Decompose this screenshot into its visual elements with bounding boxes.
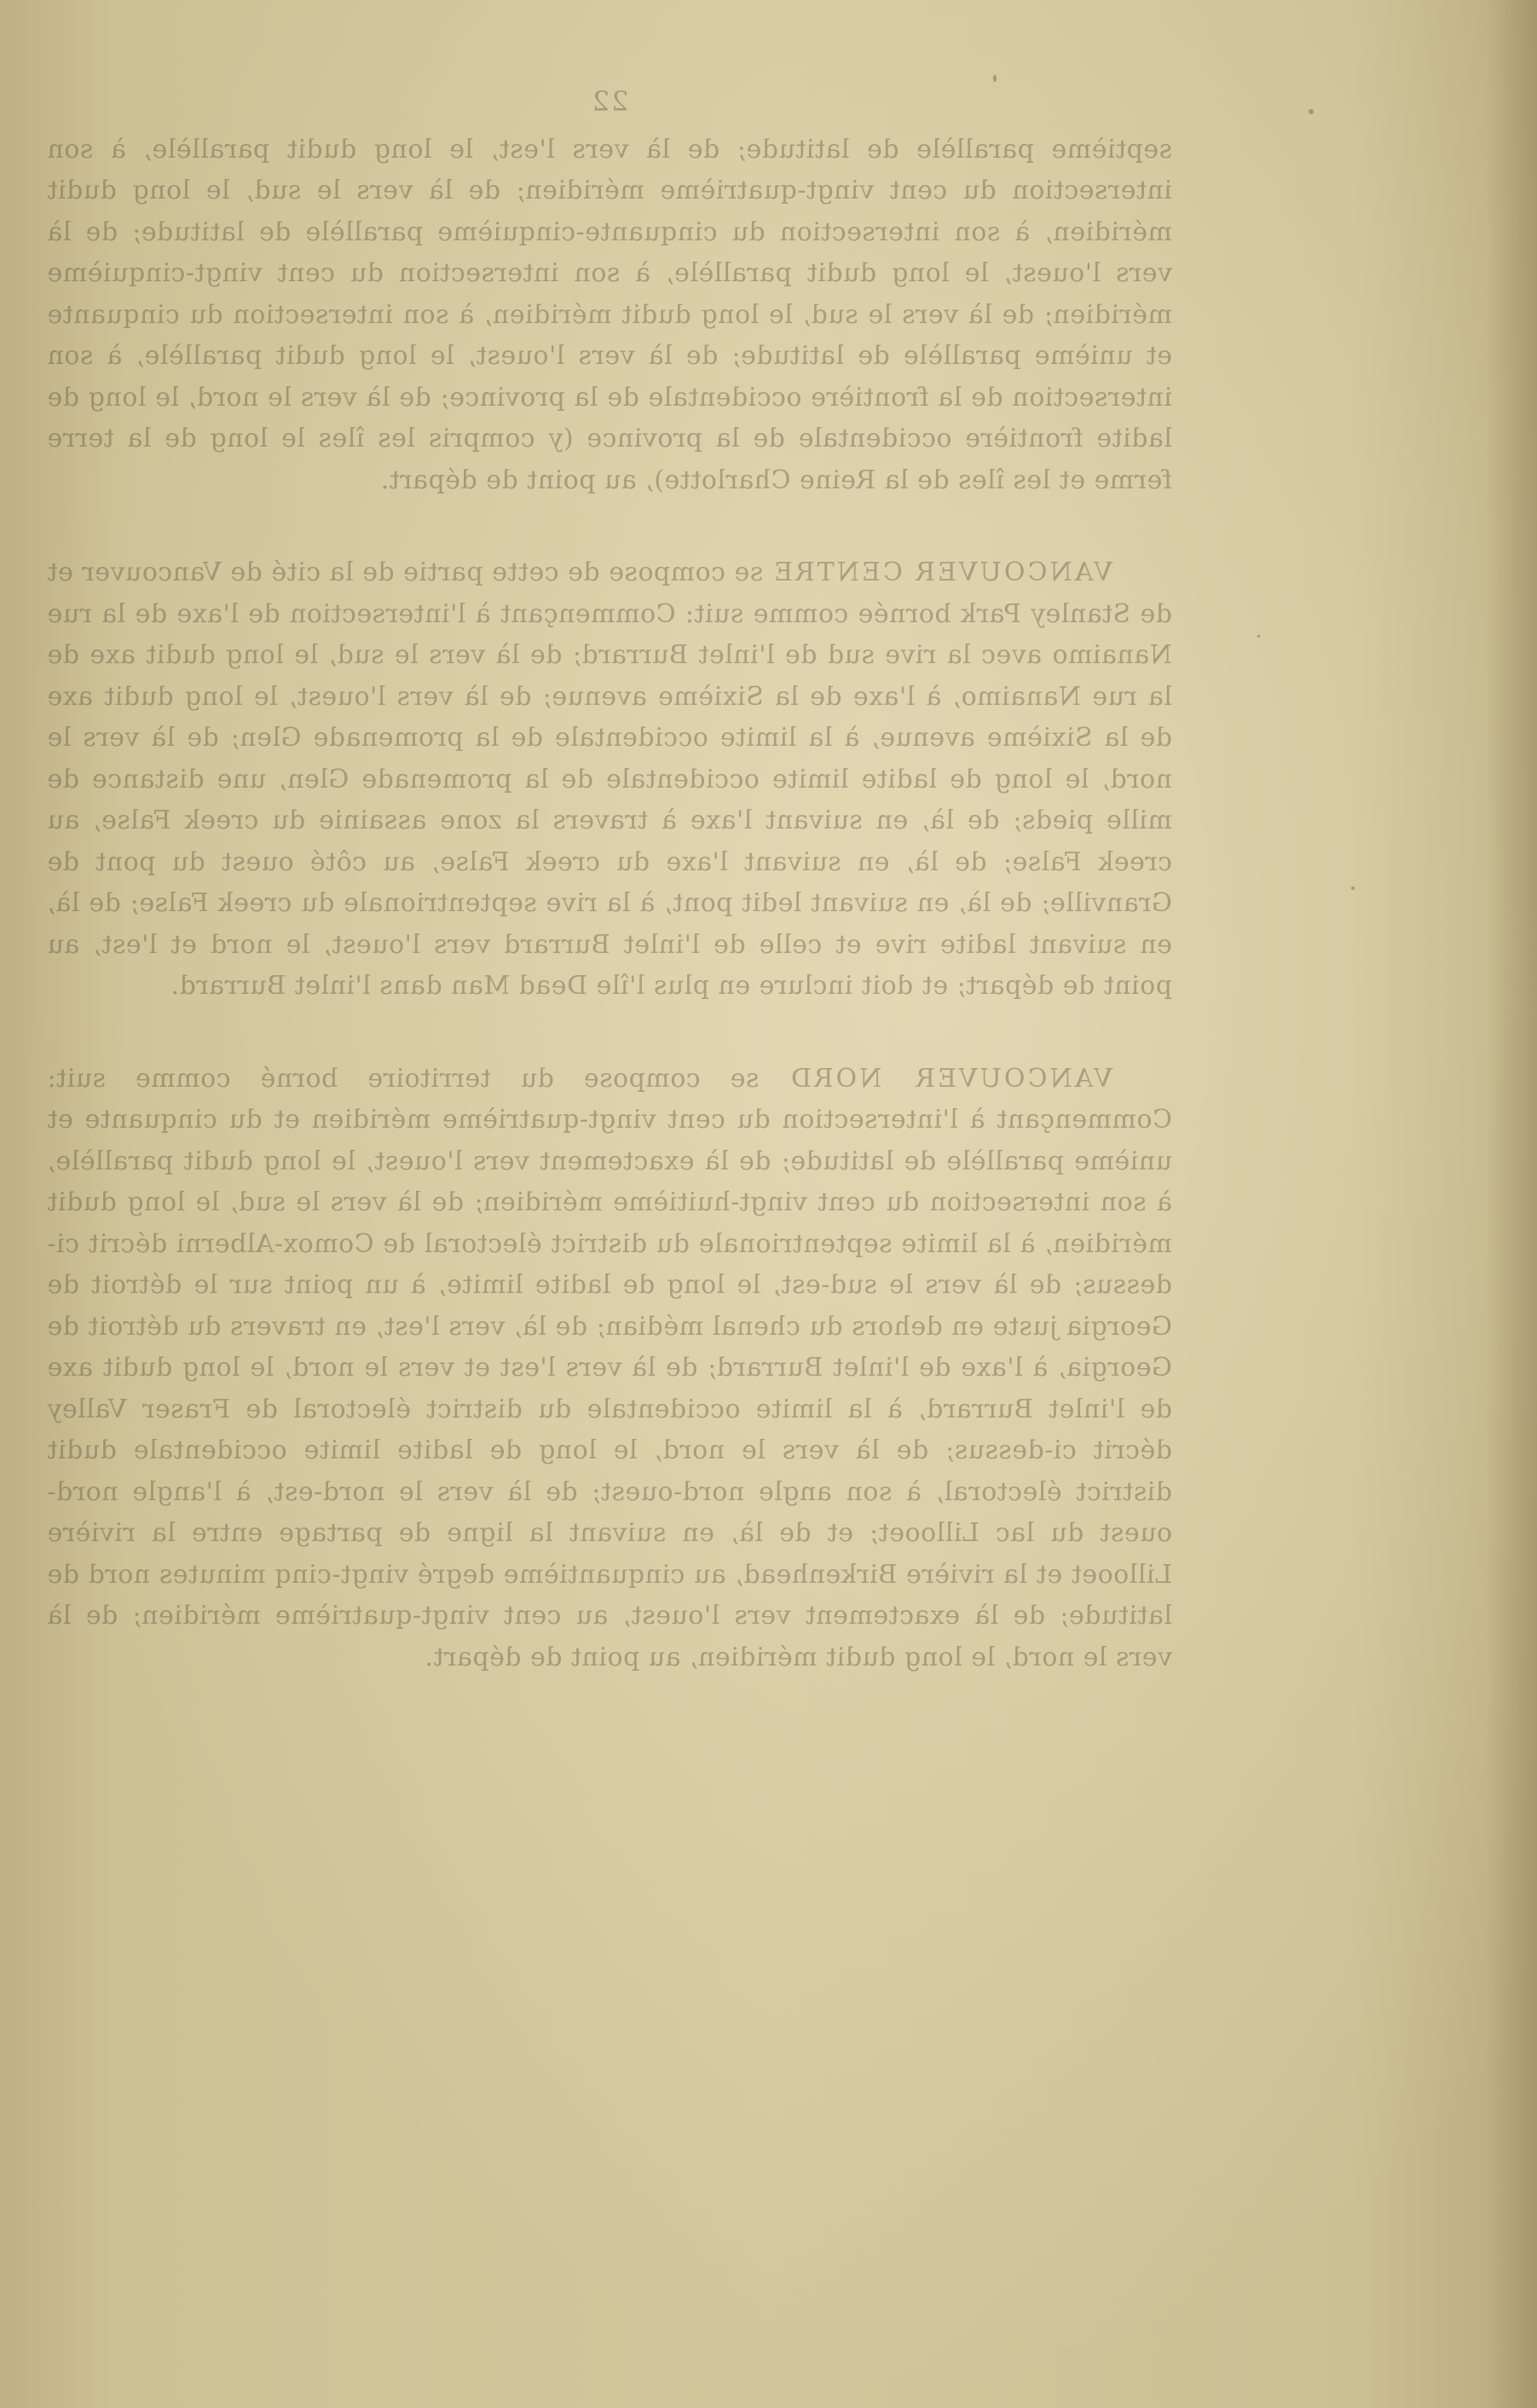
paper-speck bbox=[1351, 886, 1355, 890]
binding-shadow bbox=[1486, 0, 1537, 2408]
paragraph-lead: VANCOUVER CENTRE bbox=[771, 557, 1112, 587]
paragraph-text: se compose du territoire borné comme suit: Commençant à l'intersection du cent vingt-quatrième méridien et du cinquante et unième parallèle de latitude; de là exactement vers l'ouest, le long dudit parallèle, à son intersection du cent vingt-huitième méridien; de là vers le sud, le long dudit méridien, à la limite septentrionale du district électoral de Comox-Alberni décrit ci-dessus; de là vers le sud-est, le long de ladite limite, à un point sur le détroit de Georgia juste en dehors du chenal médian; de là, vers l'est, en travers du détroit de Georgia, à l'axe de l'inlet Burrard; de là vers l'est et vers le nord, le long dudit axe de l'inlet Burrard, à la limite occidentale du district électoral de Fraser Valley décrit ci-dessus; de là vers le nord, le long de ladite limite occidentale dudit district électoral, à son angle nord-ouest; de là vers le nord-est, à l'angle nord-ouest du lac Lillooet; et de là, en suivant la ligne de partage entre la rivière Lillooet et la rivière Birkenhead, au cinquantième degré vingt-cinq minutes nord de latitude; de là exactement vers l'ouest, au cent vingt-quatrième méridien; de là vers le nord, le long dudit méridien, au point de départ. bbox=[47, 1063, 1172, 1672]
paragraph-text: septième parallèle de latitude; de là vers l'est, le long dudit parallèle, à son intersection du cent vingt-quatrième méridien; de là vers le sud, le long dudit méridien, à son intersection du cinquante-cinquième parallèle de latitude; de là vers l'ouest, le long dudit parallèle, à son intersection du cent vingt-cinquième méridien; de là vers le sud, le long dudit méridien, à son intersection du cinquante et unième parallèle de latitude; de là vers l'ouest, le long dudit parallèle, à son intersection de la frontière occidentale de la province; de là vers le nord, le long de ladite frontière occidentale de la province (y compris les îles le long de la terre ferme et les îles de la Reine Charlotte), au point de départ. bbox=[47, 134, 1172, 495]
paragraph bbox=[47, 130, 1172, 502]
bleed-through-text bbox=[47, 81, 1172, 1678]
paragraph bbox=[47, 1059, 1172, 1679]
paragraph-text: se compose de cette partie de la cité de Vancouver et de Stanley Park bornée comme suit: Commençant à l'intersection de l'axe de la rue Nanaimo avec la rive sud de l'inlet Burrard; de là vers le sud, le long dudit axe de la rue Nanaimo, à l'axe de la Sixième avenue; de là vers l'ouest, le long dudit axe de la Sixième avenue, à la limite occidentale de la promenade Glen; de là vers le nord, le long de ladite limite occidentale de la promenade Glen, une distance de mille pieds; de là, en suivant l'axe à travers la zone assainie du creek False, au creek False; de là, en suivant l'axe du creek False, au côté ouest du pont de Granville; de là, en suivant ledit pont, à la rive septentrionale du creek False; de là, en suivant ladite rive et celle de l'inlet Burrard vers l'ouest, le nord et l'est, au point de départ; et doit inclure en plus l'île Dead Man dans l'inlet Burrard. bbox=[47, 557, 1172, 1001]
paragraph bbox=[47, 552, 1172, 1008]
paragraph-lead: VANCOUVER NORD bbox=[788, 1063, 1112, 1094]
paper-speck bbox=[1257, 635, 1260, 638]
paper-speck bbox=[1309, 109, 1314, 114]
page-number: 22 bbox=[590, 85, 629, 118]
